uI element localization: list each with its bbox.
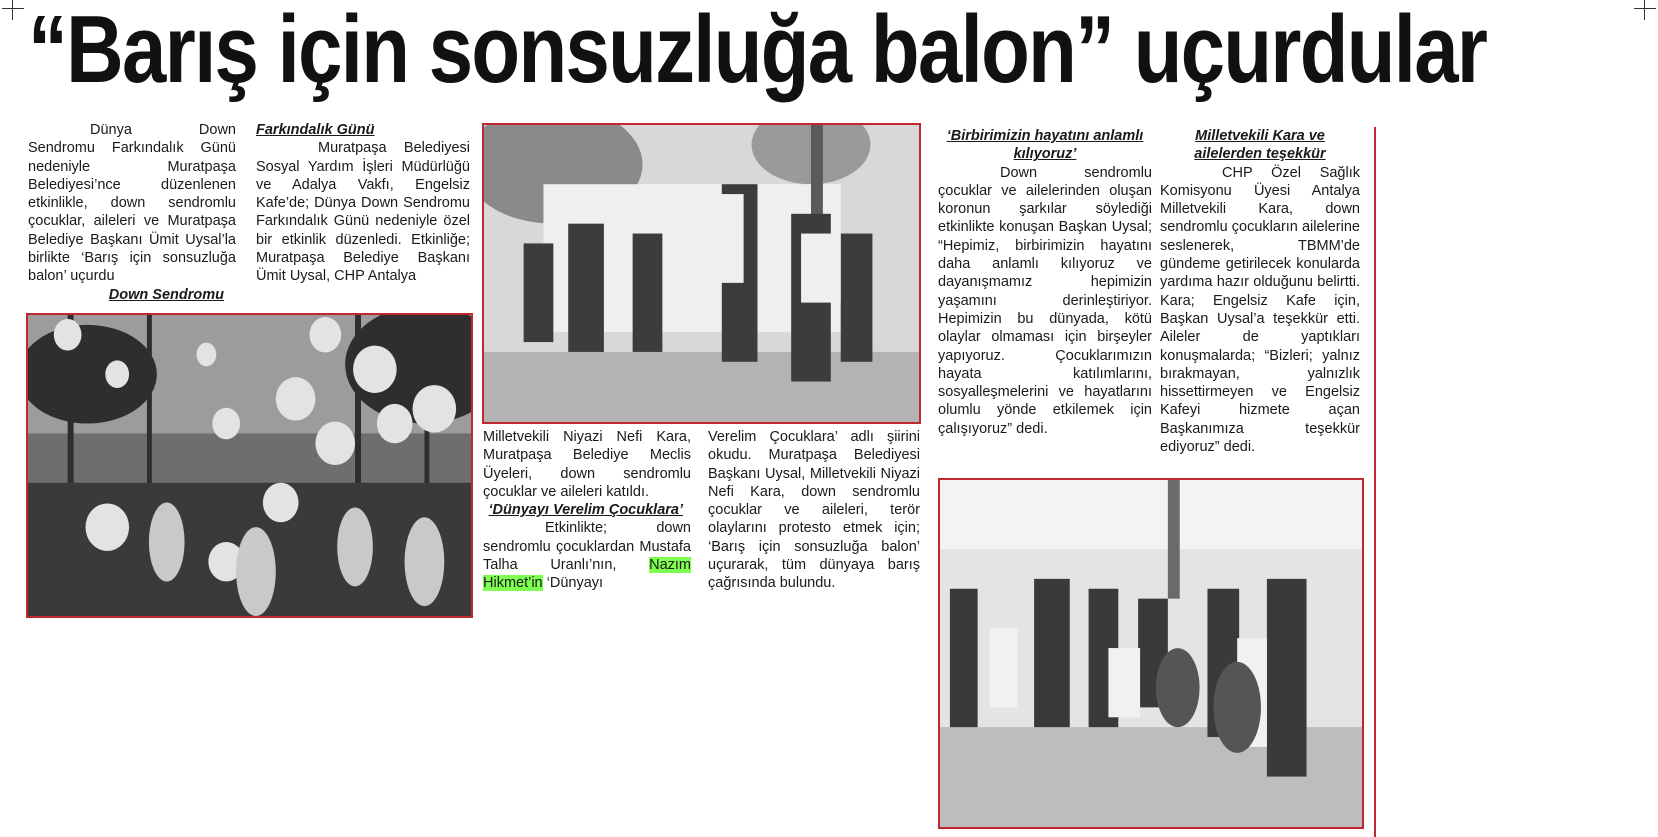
subheading-dunyayi-verelim: ‘Dünyayı Verelim Çocuklara’ [488, 502, 683, 519]
subheading-milletvekili-kara: Milletvekili Kara ve ailelerden teşekkür [1194, 128, 1326, 163]
highlight-hikmet: Hikmet’in [483, 575, 543, 592]
col1-paragraph: Dünya Down Sendromu Farkındalık Günü nedeniyle Muratpaşa Belediyesi’nce düzenlenen etkinlikle, down sendromlu çocuklar, aileleri ve Muratpaşa Belediye Başkanı Ümit Uysal’la birlikte ‘Barış için sonsuzluğa balon’ uçurdu [28, 122, 236, 285]
column-5 [938, 127, 1152, 438]
column-6 [1160, 127, 1360, 456]
column-2 [256, 121, 470, 286]
crop-mark-left [2, 0, 24, 20]
column-1 [28, 121, 236, 304]
column-3 [483, 428, 691, 593]
right-column-rule [1374, 127, 1376, 837]
crop-mark-right [1634, 0, 1656, 20]
photo-stage-dance [482, 123, 921, 424]
subheading-farkindalik-gunu: Farkındalık Günü [256, 122, 375, 138]
col2-paragraph: Muratpaşa Belediyesi Sosyal Yardım İşleri Müdürlüğü ve Adalya Vakfı, Engelsiz Kafe’de; Dünya Down Sendromu Farkındalık Günü nedeniyle özel bir etkinlik düzenledi. Etkinliğe; Muratpaşa Belediye Başkanı Ümit Uysal, CHP Antalya [256, 140, 470, 285]
photo-children-dancing [938, 478, 1364, 829]
subheading-birbirimizin: ‘Birbirimizin hayatını anlamlı kılıyoruz’ [946, 128, 1144, 163]
col6-paragraph: CHP Özel Sağlık Komisyonu Üyesi Antalya Milletvekili Kara, down sendromlu çocukların ailelerine seslenerek, TBMM’de gündeme getirilecek konularda yardıma hazır olduğunu belirtti. Kara; Engelsiz Kafe için, Başkan Uysal’a teşekkür etti. Aileler de yaptıkları konuşmalarda; “Bizleri; yalnız bırakmayan, yalnızlık hissettirmeyen ve Engelsiz Kafeyi hizmete açan Başkanımıza teşekkür ediyoruz” dedi. [1160, 164, 1360, 456]
col3-paragraph-2 [483, 519, 691, 592]
headline: “Barış için sonsuzluğa balon” uçurdular [28, 0, 1487, 103]
highlight-nazim: Nazım [649, 557, 691, 574]
col3-paragraph-2-text: Etkinlikte; down sendromlu çocuklardan Mustafa Talha Uranlı’nın, [483, 520, 691, 574]
col4-paragraph: Verelim Çocuklara’ adlı şiirini okudu. Muratpaşa Belediyesi Başkanı Uysal, Milletvekili Niyazi Nefi Kara, down sendromlu çocuklar ve aileleri, terör olaylarını protesto etmek için; ‘Barış için sonsuzluğa balon’ uçurarak, tüm dünyaya barış çağrısında bulundu. [708, 429, 920, 592]
col3-paragraph-2-end: ‘Dünyayı [546, 575, 604, 592]
col5-paragraph: Down sendromlu çocuklar ve ailelerinden oluşan koronun şarkılar söylediği etkinlikte konuşan Başkan Uysal; “Hepimiz, birbirimizin hayatını daha anlamlı kılıyoruz ve dayanışmamız hepimizin yaşamını derinleştiriyor. Hepimizin bu dünyada, kötü olaylar olmaması için birşeyler yapıyoruz. Çocuklarımızın hayata katılımlarını, sosyalleşmelerini ve hayatlarını olumlu yönde etkilemek için çalışıyoruz” dedi. [938, 164, 1152, 437]
column-4 [708, 428, 920, 593]
col3-paragraph-1: Milletvekili Niyazi Nefi Kara, Muratpaşa Belediye Meclis Üyeleri, down sendromlu çocuklar ve aileleri katıldı. [483, 429, 691, 500]
photo-balloon-release [26, 313, 473, 618]
subheading-down-sendromu: Down Sendromu [108, 286, 224, 303]
